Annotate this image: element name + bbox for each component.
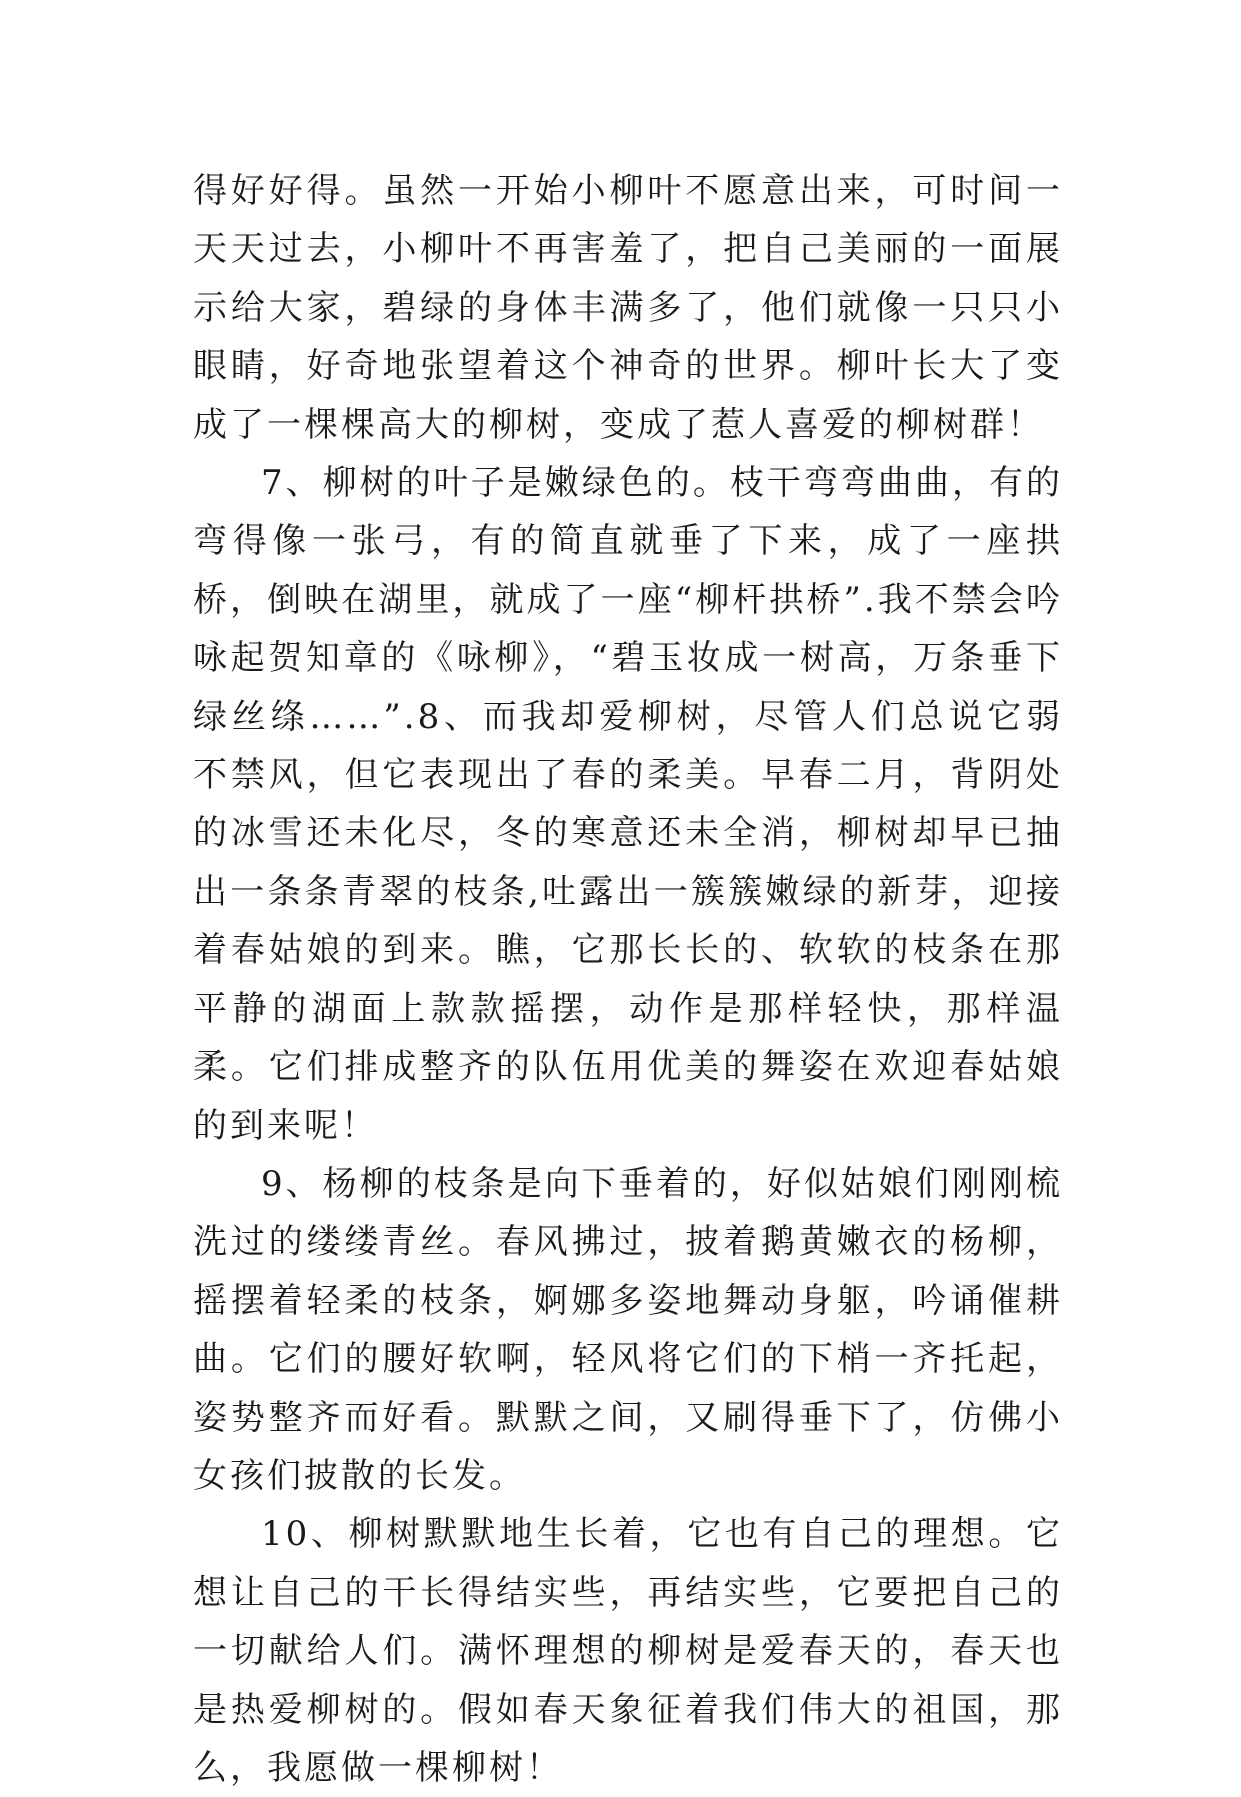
paragraph-9: 9、杨柳的枝条是向下垂着的，好似姑娘们刚刚梳洗过的缕缕青丝。春风拂过，披着鹅黄嫩衣的杨柳，摇摆着轻柔的枝条，婀娜多姿地舞动身躯，吟诵催耕曲。它们的腰好软啊，轻风将它们的下梢一齐托起，姿势整齐而好看。默默之间，又刷得垂下了，仿佛小女孩们披散的长发。: [193, 1163, 1063, 1496]
body-text: [193, 162, 1063, 1797]
paragraph-7: 7、柳树的叶子是嫩绿色的。枝干弯弯曲曲，有的弯得像一张弓，有的简直就垂了下来，成了一座拱桥，倒映在湖里，就成了一座“柳杆拱桥”.我不禁会吟咏起贺知章的《咏柳》，“碧玉妆成一树高，万条垂下绿丝绦……”.8、而我却爱柳树，尽管人们总说它弱不禁风，但它表现出了春的柔美。早春二月，背阴处的冰雪还未化尽，冬的寒意还未全消，柳树却早已抽出一条条青翠的枝条,吐露出一簇簇嫩绿的新芽，迎接着春姑娘的到来。瞧，它那长长的、软软的枝条在那平静的湖面上款款摇摆，动作是那样轻快，那样温柔。它们排成整齐的队伍用优美的舞姿在欢迎春姑娘的到来呢！: [193, 463, 1063, 1146]
paragraph-continuation: 得好好得。虽然一开始小柳叶不愿意出来，可时间一天天过去，小柳叶不再害羞了，把自己美丽的一面展示给大家，碧绿的身体丰满多了，他们就像一只只小眼睛，好奇地张望着这个神奇的世界。柳叶长大了变成了一棵棵高大的柳树，变成了惹人喜爱的柳树群！: [193, 171, 1063, 445]
paragraph-10: 10、柳树默默地生长着，它也有自己的理想。它想让自己的干长得结实些，再结实些，它要把自己的一切献给人们。满怀理想的柳树是爱春天的，春天也是热爱柳树的。假如春天象征着我们伟大的祖国，那么，我愿做一棵柳树！: [193, 1514, 1063, 1788]
